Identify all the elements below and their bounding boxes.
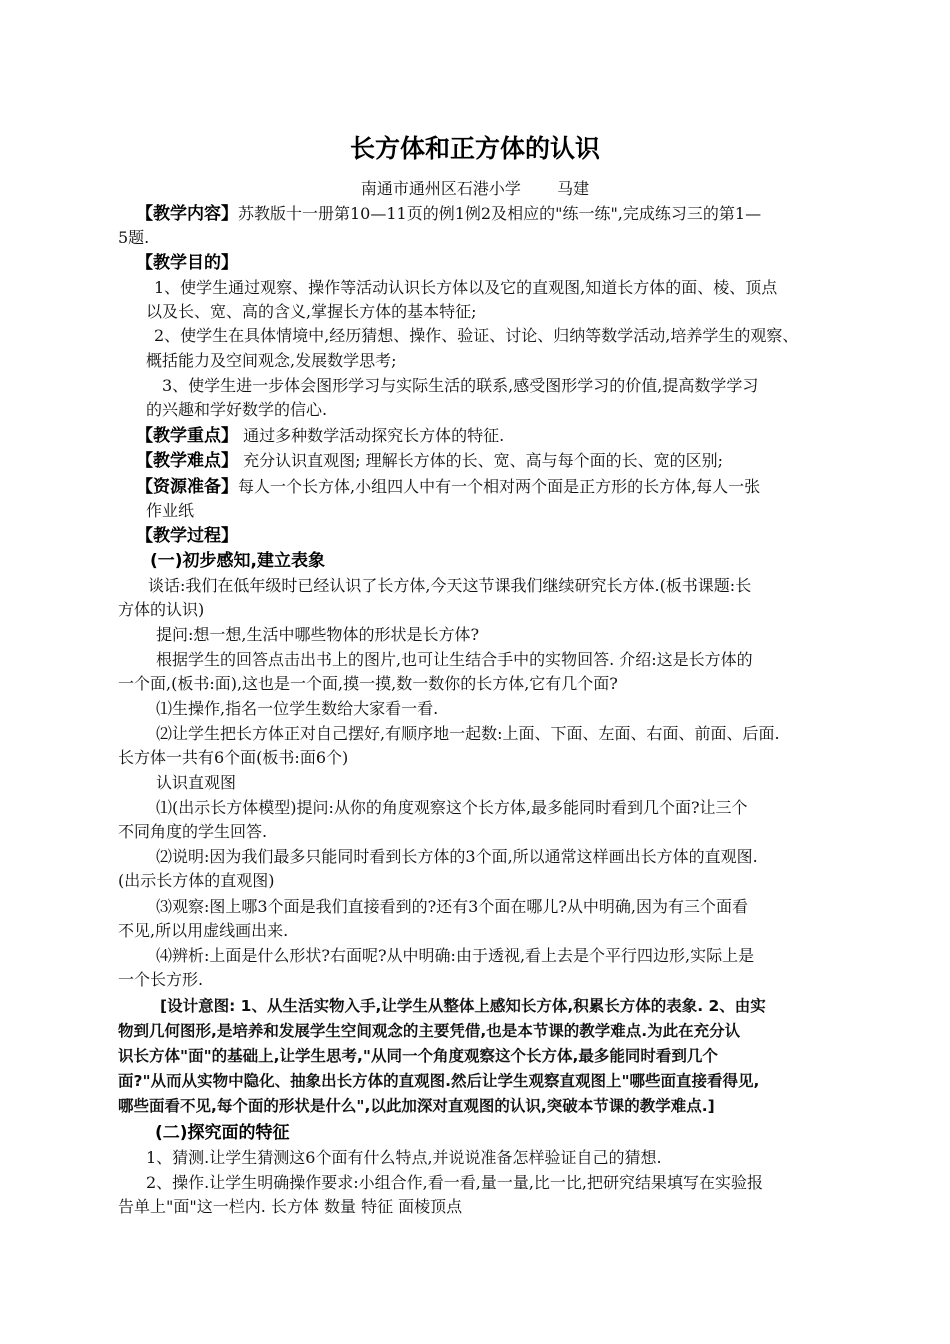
content-label: 【教学内容】 — [136, 204, 238, 224]
para-step-2a: ⑵让学生把长方体正对自己摆好,有顺序地一起数:上面、下面、左面、右面、前面、后面. — [156, 724, 780, 743]
design-note-5: 哪些面看不见,每个面的形状是什么",以此加深对直观图的认识,突破本节课的教学难点.] — [118, 1097, 715, 1115]
section-2-heading: (二)探究面的特征 — [155, 1123, 290, 1143]
design-note-1: [设计意图: 1、从生活实物入手,让学生从整体上感知长方体,积累长方体的表象. 2、由实 — [160, 997, 766, 1015]
design-note-3: 识长方体"面"的基础上,让学生思考,"从同一个角度观察这个长方体,最多能同时看到几个 — [118, 1047, 718, 1065]
design-note-2: 物到几何图形,是培养和发展学生空间观念的主要凭借,也是本节课的教学难点.为此在充分认 — [118, 1022, 741, 1040]
resources-label: 【资源准备】 — [136, 477, 238, 497]
goal-1b: 以及长、宽、高的含义,掌握长方体的基本特征; — [146, 302, 477, 321]
process-label: 【教学过程】 — [136, 526, 238, 546]
content-text: 苏教版十一册第10—11页的例1例2及相应的"练一练",完成练习三的第1— — [238, 204, 762, 223]
design-note-4: 面?"从而从实物中隐化、抽象出长方体的直观图.然后让学生观察直观图上"哪些面直接看得见, — [118, 1072, 760, 1090]
byline-school: 南通市通州区石港小学 — [360, 179, 521, 198]
para-view-3a: ⑶观察:图上哪3个面是我们直接看到的?还有3个面在哪儿?从中明确,因为有三个面看 — [156, 897, 748, 916]
para-view-1a: ⑴(出示长方体模型)提问:从你的角度观察这个长方体,最多能同时看到几个面?让三个 — [156, 798, 748, 817]
byline-author: 马建 — [557, 179, 590, 198]
page-title: 长方体和正方体的认识 — [349, 134, 600, 163]
para-step-2b: 长方体一共有6个面(板书:面6个) — [118, 748, 349, 767]
difficulty-text: 充分认识直观图; 理解长方体的长、宽、高与每个面的长、宽的区别; — [243, 451, 723, 470]
para-operate-a: 2、操作.让学生明确操作要求:小组合作,看一看,量一量,比一比,把研究结果填写在实验报 — [146, 1173, 764, 1192]
para-talk-b: 方体的认识) — [118, 600, 205, 619]
para-view-3b: 不见,所以用虚线画出来. — [118, 921, 289, 940]
section-1-heading: (一)初步感知,建立表象 — [150, 551, 325, 571]
para-view-2a: ⑵说明:因为我们最多只能同时看到长方体的3个面,所以通常这样画出长方体的直观图. — [156, 847, 758, 866]
resources-text: 每人一个长方体,小组四人中有一个相对两个面是正方形的长方体,每人一张 — [238, 477, 761, 496]
content-line-2: 5题. — [118, 228, 150, 247]
goal-1a: 1、使学生通过观察、操作等活动认识长方体以及它的直观图,知道长方体的面、棱、顶点 — [154, 278, 778, 297]
para-guess: 1、猜测.让学生猜测这6个面有什么特点,并说说准备怎样验证自己的猜想. — [146, 1148, 662, 1167]
para-view-2b: (出示长方体的直观图) — [118, 871, 275, 890]
para-intro-a: 根据学生的回答点击出书上的图片,也可让生结合手中的实物回答. 介绍:这是长方体的 — [156, 650, 753, 669]
goal-2a: 2、使学生在具体情境中,经历猜想、操作、验证、讨论、归纳等数学活动,培养学生的观察、 — [154, 326, 799, 345]
focus-label: 【教学重点】 — [136, 426, 238, 446]
goal-3b: 的兴趣和学好数学的信心. — [146, 400, 328, 419]
para-question: 提问:想一想,生活中哪些物体的形状是长方体? — [156, 625, 480, 644]
para-operate-b: 告单上"面"这一栏内. 长方体 数量 特征 面棱顶点 — [118, 1197, 463, 1216]
byline — [0, 177, 950, 201]
para-subheading: 认识直观图 — [156, 773, 237, 792]
para-step-1: ⑴生操作,指名一位学生数给大家看一看. — [156, 699, 439, 718]
para-intro-b: 一个面,(板书:面),这也是一个面,摸一摸,数一数你的长方体,它有几个面? — [118, 674, 618, 693]
focus-line — [136, 424, 504, 448]
goal-2b: 概括能力及空间观念,发展数学思考; — [146, 351, 397, 370]
para-view-4a: ⑷辨析:上面是什么形状?右面呢?从中明确:由于透视,看上去是个平行四边形,实际上是 — [156, 946, 755, 965]
resources-line-2: 作业纸 — [146, 501, 195, 520]
para-talk-a: 谈话:我们在低年级时已经认识了长方体,今天这节课我们继续研究长方体.(板书课题:长 — [148, 576, 752, 595]
focus-text: 通过多种数学活动探究长方体的特征. — [243, 426, 505, 445]
para-view-4b: 一个长方形. — [118, 970, 204, 989]
difficulty-label: 【教学难点】 — [136, 451, 238, 471]
goal-3a: 3、使学生进一步体会图形学习与实际生活的联系,感受图形学习的价值,提高数学学习 — [162, 376, 759, 395]
goals-label: 【教学目的】 — [136, 253, 238, 273]
content-line-1 — [136, 202, 761, 226]
para-view-1b: 不同角度的学生回答. — [118, 822, 268, 841]
difficulty-line — [136, 449, 723, 473]
resources-line-1 — [136, 475, 760, 499]
